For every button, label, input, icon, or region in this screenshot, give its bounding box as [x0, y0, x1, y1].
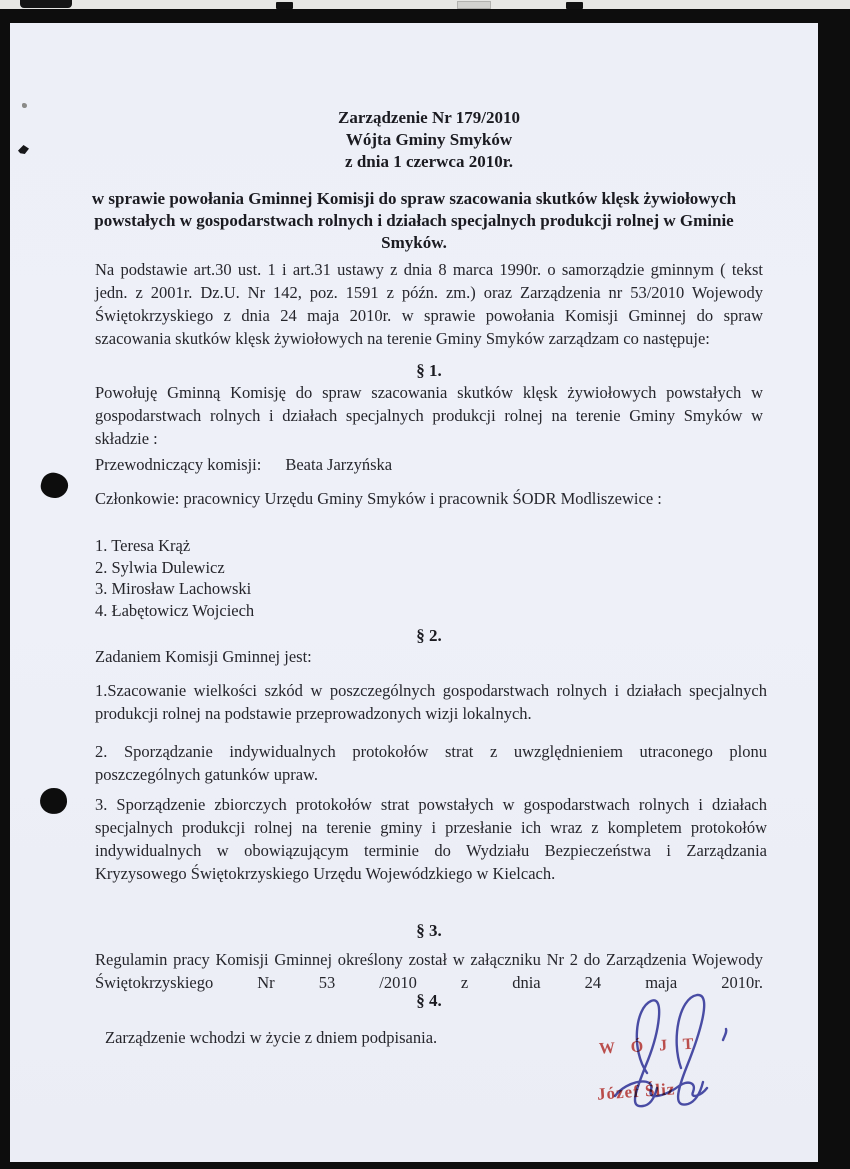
committee-chair-row — [95, 455, 763, 475]
section-2-heading: § 2. — [416, 626, 442, 645]
member-item: 1. Teresa Krąż — [95, 536, 191, 555]
scan-speck — [22, 103, 27, 108]
handwritten-signature-ink — [585, 988, 785, 1138]
task-item-2: 2. Sporządzanie indywidualnych protokołów strat z uwzględnieniem utraconego plonu poszczególnych gatunków upraw. — [95, 742, 767, 784]
document-page — [10, 23, 818, 1162]
scanner-tab-mark — [566, 2, 583, 9]
member-item: 4. Łabętowicz Wojciech — [95, 600, 255, 620]
document-title — [95, 107, 763, 173]
title-line-2: Wójta Gminy Smyków — [345, 130, 513, 149]
members-list — [95, 535, 495, 621]
section-1-heading: § 1. — [416, 361, 442, 380]
preamble-paragraph: Na podstawie art.30 ust. 1 i art.31 ustawy z dnia 8 marca 1990r. o samorządzie gminnym ( tekst jedn. z 2001r. Dz.U. Nr 142, poz. 1591 z późn. zm.) oraz Zarządzenia nr 53/2010 Wojewody Świętokrzyskiego z dnia 24 maja 2010r. w sprawie powołania Komisji Gminnej do spraw szacowania skutków klęsk żywiołowych na terenie Gminy Smyków zarządzam co następuje: — [95, 260, 763, 348]
section-3-body: Regulamin pracy Komisji Gminnej określony został w załączniku Nr 2 do Zarządzenia Wojewody Świętokrzyskiego Nr 53 /2010 z dnia 24 maja 2010r. — [95, 950, 763, 992]
scanner-edge-top — [0, 0, 850, 9]
title-line-3: z dnia 1 czerwca 2010r. — [345, 152, 513, 171]
section-4-heading: § 4. — [416, 991, 442, 1010]
member-item: 2. Sylwia Dulewicz — [95, 557, 225, 577]
scanner-tab-mark — [457, 1, 491, 9]
members-intro: Członkowie: pracownicy Urzędu Gminy Smyków i pracownik ŚODR Modliszewice : — [95, 489, 662, 508]
section-4-body: Zarządzenie wchodzi w życie z dniem podpisania. — [105, 1028, 438, 1047]
document-subject: w sprawie powołania Gminnej Komisji do spraw szacowania skutków klęsk żywiołowych powstałych w gospodarstwach rolnych i działach specjalnych produkcji rolnej w Gminie Smyków. — [91, 189, 737, 252]
title-line-1: Zarządzenie Nr 179/2010 — [338, 108, 520, 127]
section-2-intro: Zadaniem Komisji Gminnej jest: — [95, 647, 312, 666]
task-item-3: 3. Sporządzenie zbiorczych protokołów strat powstałych w gospodarstwach rolnych i działach specjalnych produkcji rolnej na terenie gminy i przesłanie ich wraz z kompletem protokołów indywidualnych w obowiązującym terminie do Wydziału Bezpieczeństwa i Zarządzania Kryzysowego Świętokrzyskiego Urzędu Wojewódzkiego w Kielcach. — [95, 795, 767, 883]
section-1-body: Powołuję Gminną Komisję do spraw szacowania skutków klęsk żywiołowych powstałych w gospodarstwach rolnych i działach specjalnych produkcji rolnej na terenie Gminy Smyków w składzie : — [95, 383, 763, 448]
hole-punch-top — [38, 470, 70, 501]
chair-name: Beata Jarzyńska — [285, 455, 393, 474]
scan-ink-blot — [18, 145, 29, 154]
binder-clip-mark — [20, 0, 72, 8]
signature-block — [585, 988, 785, 1138]
scanner-tab-mark — [276, 2, 293, 9]
chair-label: Przewodniczący komisji: — [95, 455, 262, 474]
mayor-stamp-title: W Ó J T — [598, 1035, 700, 1058]
task-item-1: 1.Szacowanie wielkości szkód w poszczególnych gospodarstwach rolnych i działach specjalnych produkcji rolnej na podstawie przeprowadzonych wizji lokalnych. — [95, 681, 767, 723]
mayor-stamp-name: Józef Śliz — [596, 1079, 676, 1104]
section-3-heading: § 3. — [416, 921, 442, 940]
member-item: 3. Mirosław Lachowski — [95, 579, 252, 598]
hole-punch-bottom — [38, 786, 68, 816]
